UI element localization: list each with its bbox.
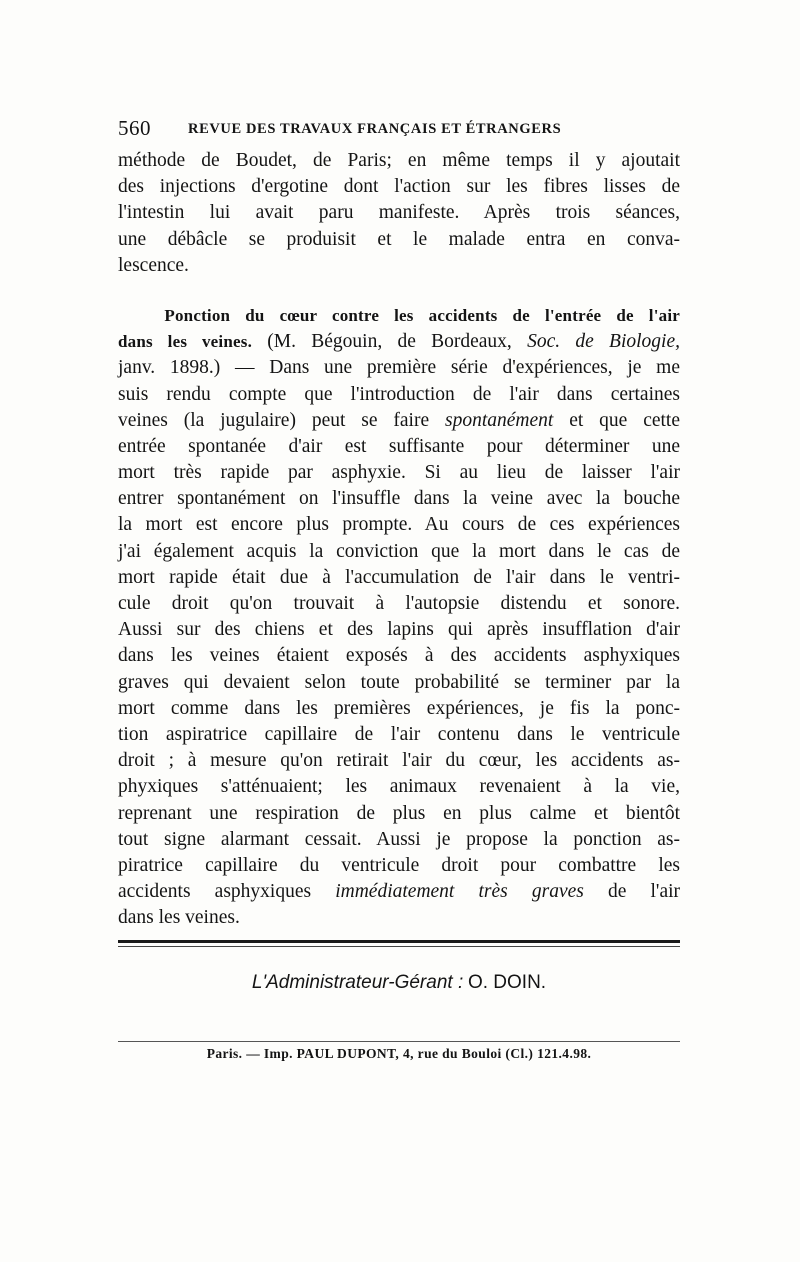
text-line: janv. 1898.) — Dans une première série d'expériences, je me — [118, 357, 680, 379]
text-line: la mort est encore plus prompte. Au cours de ces expériences — [118, 514, 680, 536]
text-line: cule droit qu'on trouvait à l'autopsie distendu et sonore. — [118, 593, 680, 614]
text-line: entrer spontanément on l'insuffle dans la veine avec la bouche — [118, 488, 680, 510]
text-line: tout signe alarmant cessait. Aussi je propose la ponction as- — [118, 828, 680, 850]
emphasis: spontanément — [445, 409, 554, 431]
text-line: dans les veines. — [118, 907, 240, 929]
text-line: mort rapide était due à l'accumulation de l'air dans le ventri- — [118, 566, 680, 588]
text-line: l'intestin lui avait paru manifeste. Après trois séances, — [118, 202, 680, 224]
paragraph-ponction — [118, 303, 680, 932]
text-line: Aussi sur des chiens et des lapins qui après insufflation d'air — [118, 619, 680, 641]
text-line — [118, 879, 680, 905]
paragraph-boudet — [118, 148, 680, 279]
journal-name: Soc. de Biologie, — [527, 331, 680, 353]
article-title: Ponction du cœur contre les accidents de l'entrée de l'air — [164, 305, 680, 325]
text-segment: de l'air — [583, 881, 681, 903]
page-number: 560 — [118, 116, 151, 140]
administrator-name: O. DOIN. — [467, 972, 547, 993]
imprint-rule — [118, 1041, 680, 1042]
article-title-continued: dans les veines. — [118, 332, 253, 352]
administrator-role: L'Administrateur-Gérant : — [251, 972, 464, 993]
text-line — [118, 303, 680, 329]
text-line: des injections d'ergotine dont l'action sur les fibres lisses de — [118, 176, 680, 198]
text-line: méthode de Boudet, de Paris; en même temps il y ajoutait — [118, 150, 680, 171]
text-line: une débâcle se produisit et le malade entra en conva- — [118, 228, 680, 250]
text-segment: et que cette — [553, 409, 680, 431]
text-line: reprenant une respiration de plus en plus calme et bientôt — [118, 802, 680, 824]
text-line: suis rendu compte que l'introduction de l'air dans certaines — [118, 383, 680, 405]
text-line: mort très rapide par asphyxie. Si au lieu de laisser l'air — [118, 462, 680, 484]
running-head: REVUE DES TRAVAUX FRANÇAIS ET ÉTRANGERS — [188, 121, 562, 137]
text-segment: accidents asphyxiques — [118, 881, 336, 903]
text-line: graves qui devaient selon toute probabilité se terminer par la — [118, 671, 680, 693]
author-citation: (M. Bégouin, de Bordeaux, — [252, 331, 528, 353]
text-line: dans les veines étaient exposés à des accidents asphyxiques — [118, 645, 680, 667]
text-line: j'ai également acquis la conviction que la mort dans le cas de — [118, 540, 680, 562]
administrator-signature — [118, 972, 680, 994]
emphasis: immédiatement très graves — [335, 881, 584, 903]
page-header — [118, 116, 680, 140]
text-line: tion aspiratrice capillaire de l'air contenu dans le ventricule — [118, 723, 680, 745]
divider-rule — [118, 940, 680, 943]
body-text — [118, 148, 680, 931]
text-line: phyxiques s'atténuaient; les animaux revenaient à la vie, — [118, 776, 680, 798]
paragraph-gap — [118, 279, 680, 303]
printer-imprint: Paris. — Imp. PAUL DUPONT, 4, rue du Bouloi (Cl.) 121.4.98. — [206, 1046, 592, 1061]
text-line: mort comme dans les premières expériences, je fis la ponc- — [118, 697, 680, 719]
divider-rule-thin — [118, 946, 680, 947]
text-line — [118, 408, 680, 434]
text-line: lescence. — [118, 254, 189, 276]
text-line: droit ; à mesure qu'on retirait l'air du cœur, les accidents as- — [118, 750, 680, 772]
text-line: entrée spontanée d'air est suffisante pour déterminer une — [118, 435, 680, 457]
text-line — [118, 329, 680, 355]
text-segment: veines (la jugulaire) peut se faire — [118, 409, 445, 431]
text-line: piratrice capillaire du ventricule droit pour combattre les — [118, 854, 680, 876]
